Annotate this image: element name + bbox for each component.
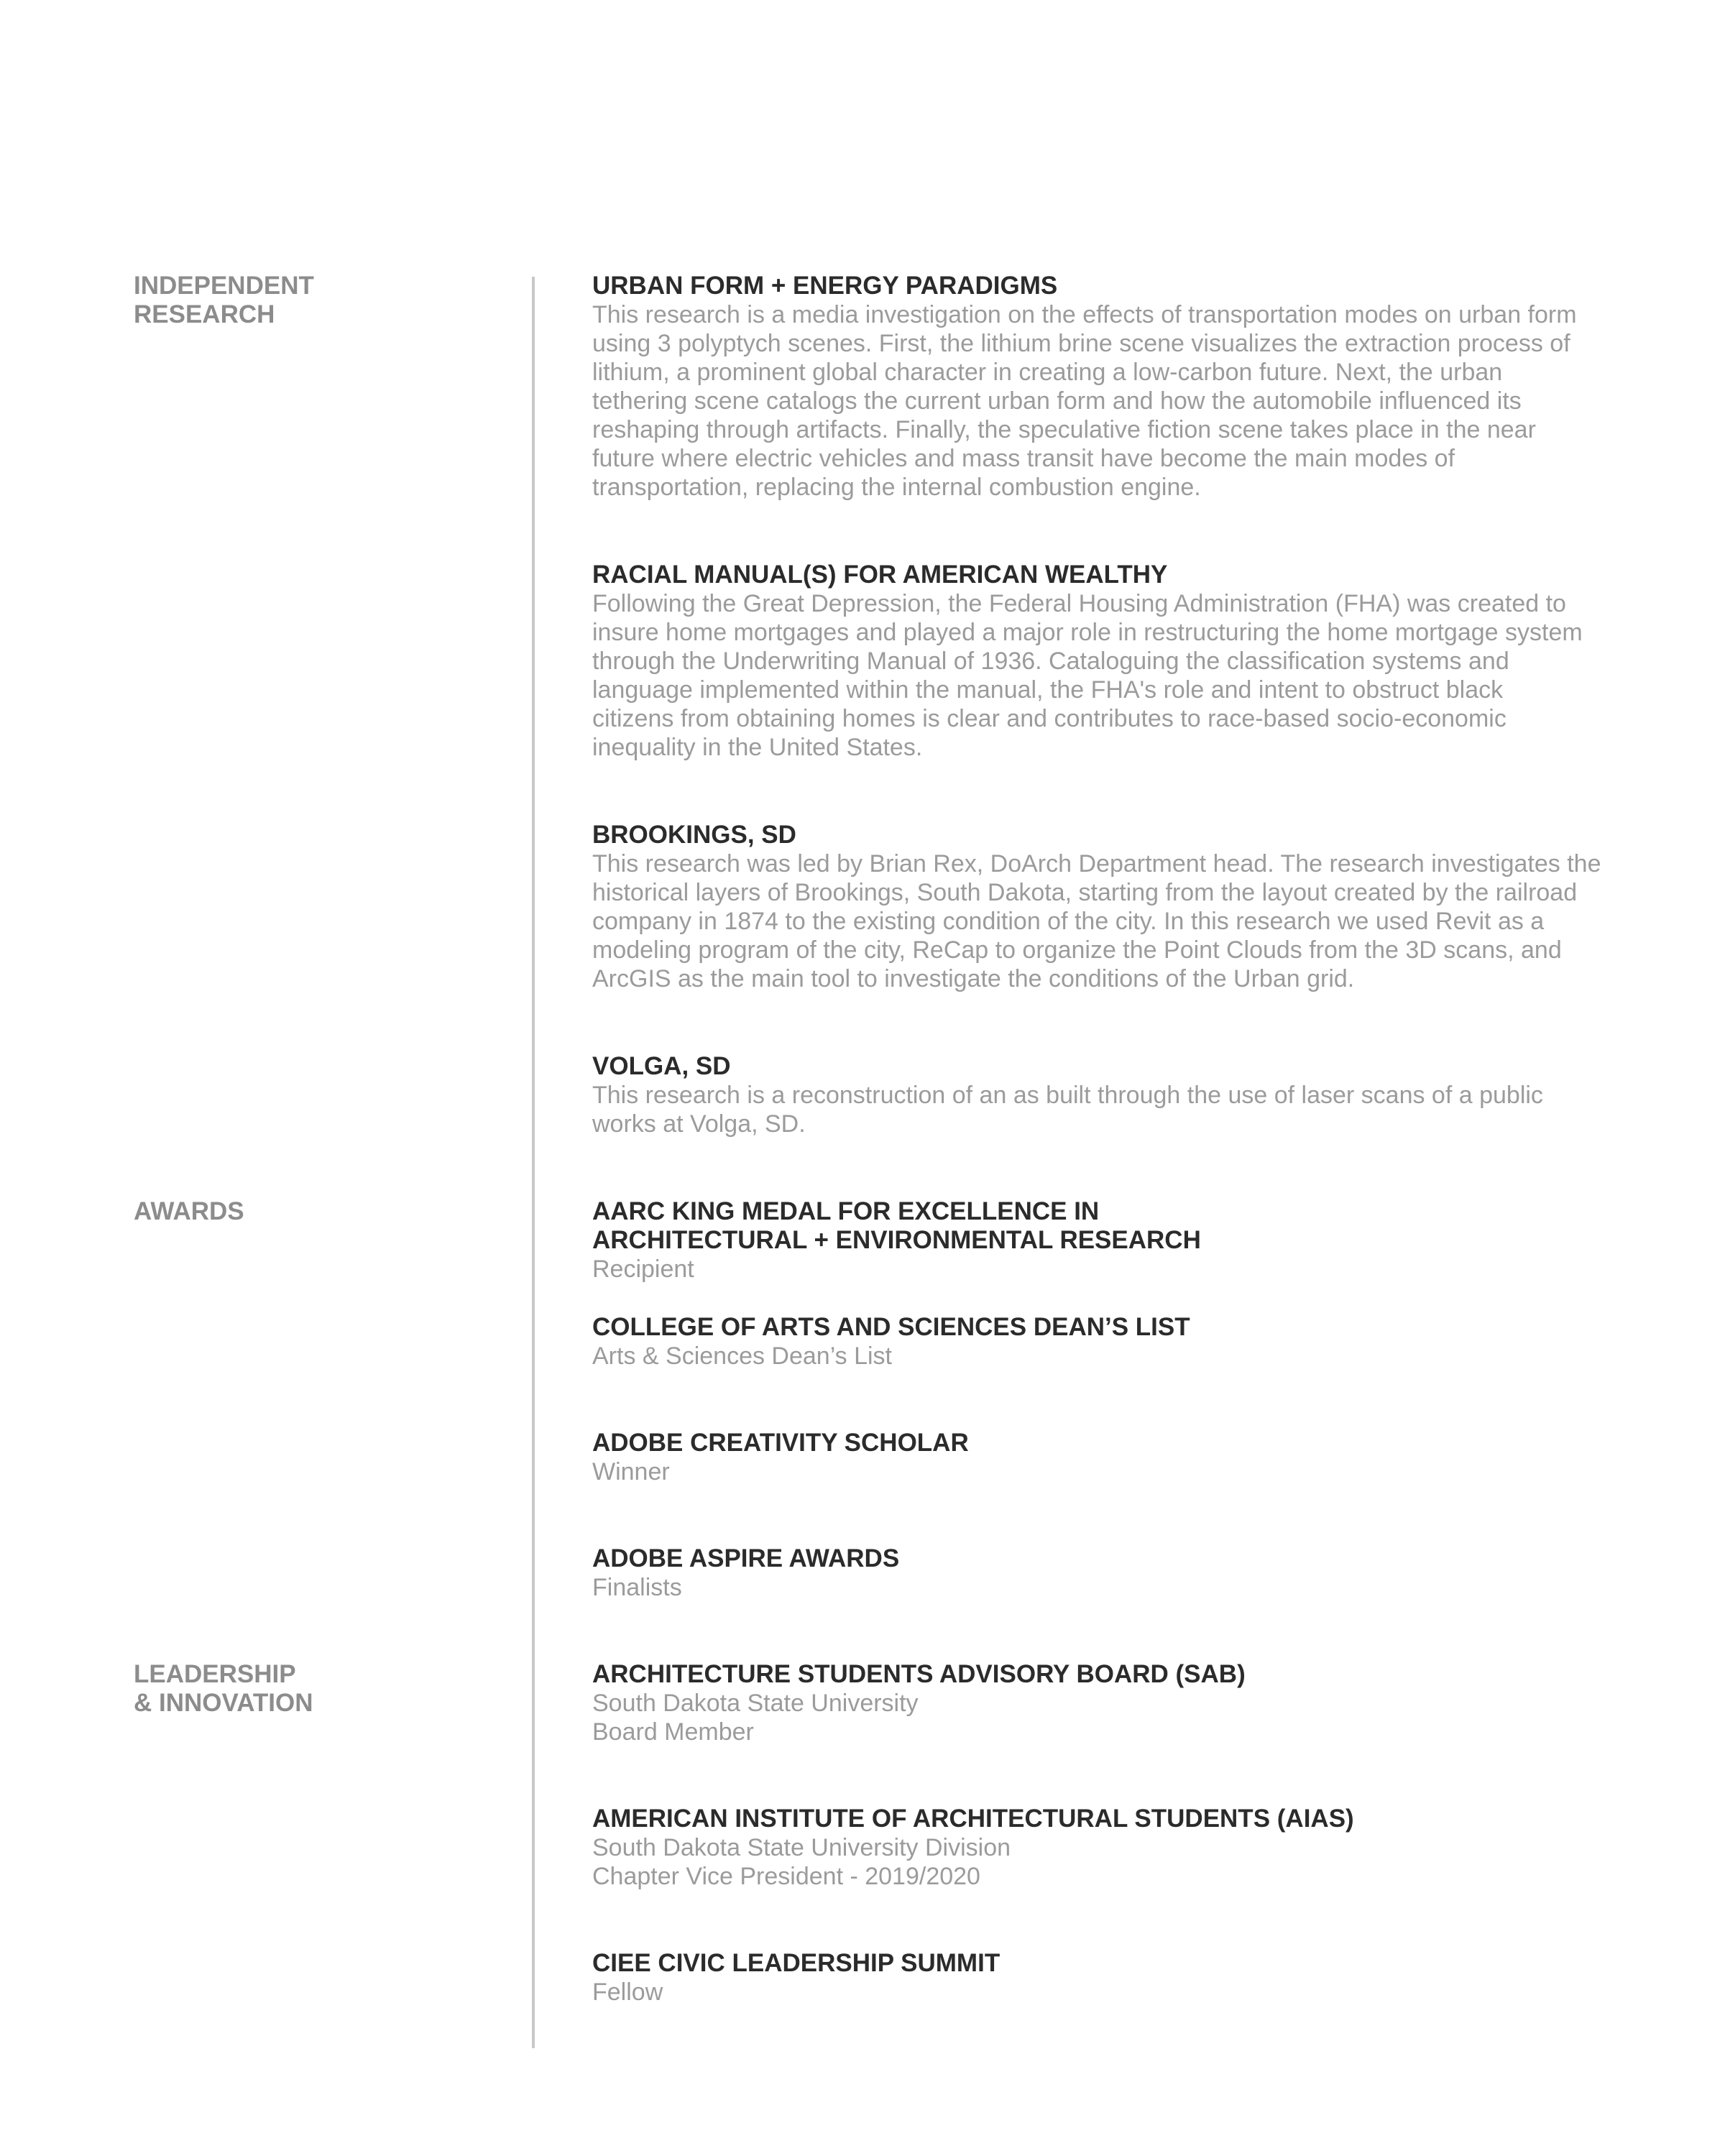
entry-description: This research was led by Brian Rex, DoArch Department head. The research investigates the historical layers of Brookings, South Dakota, starting from the layout created by the railroad company in 1874 to the existing condition of the city. In this research we used Revit as a modeling program of the city, ReCap to organize the Point Clouds from the 3D scans, and ArcGIS as the main tool to investigate the conditions of the Urban grid.: [592, 850, 1601, 992]
vertical-divider: [532, 277, 535, 2048]
award-entry-adobe-aspire-awards: [592, 1544, 1642, 1602]
entry-description: Recipient: [592, 1256, 694, 1283]
research-entry-brookings: [592, 821, 1642, 993]
entry-title: URBAN FORM + ENERGY PARADIGMS: [592, 272, 1058, 300]
entry-title: AMERICAN INSTITUTE OF ARCHITECTURAL STUDENTS (AIAS): [592, 1805, 1354, 1833]
entry-title: ADOBE CREATIVITY SCHOLAR: [592, 1429, 969, 1457]
entry-title: CIEE CIVIC LEADERSHIP SUMMIT: [592, 1949, 1000, 1977]
entry-description: South Dakota State University Board Member: [592, 1690, 919, 1746]
entry-title: ADOBE ASPIRE AWARDS: [592, 1544, 900, 1572]
award-entry-aarc-king-medal: [592, 1197, 1642, 1284]
entry-description: Fellow: [592, 1978, 663, 2006]
research-entry-volga: [592, 1052, 1642, 1138]
entry-title: BROOKINGS, SD: [592, 821, 796, 849]
leadership-entry-sab: [592, 1660, 1642, 1746]
section-label-leadership-innovation: LEADERSHIP & INNOVATION: [134, 1660, 313, 1717]
research-entry-racial-manual: [592, 561, 1642, 762]
entry-description: This research is a media investigation on the effects of transportation modes on urban form using 3 polyptych scenes. First, the lithium brine scene visualizes the extraction process of lithium, a prominent global character in creating a low-carbon future. Next, the urban tethering scene catalogs the current urban form and how the automobile influenced its reshaping through artifacts. Finally, the speculative fiction scene takes place in the near future where electric vehicles and mass transit have become the main modes of transportation, replacing the internal combustion engine.: [592, 301, 1577, 501]
entry-description: South Dakota State University Division Chapter Vice President - 2019/2020: [592, 1834, 1011, 1890]
entry-description: Finalists: [592, 1574, 682, 1601]
leadership-entry-aias: [592, 1805, 1642, 1891]
section-label-independent-research: INDEPENDENT RESEARCH: [134, 272, 314, 328]
research-entry-urban-form: [592, 272, 1642, 502]
entry-description: This research is a reconstruction of an as built through the use of laser scans of a public works at Volga, SD.: [592, 1082, 1543, 1138]
entry-title: RACIAL MANUAL(S) FOR AMERICAN WEALTHY: [592, 561, 1168, 589]
entry-title: VOLGA, SD: [592, 1052, 731, 1080]
entry-title: ARCHITECTURE STUDENTS ADVISORY BOARD (SAB): [592, 1660, 1246, 1688]
entry-description: Following the Great Depression, the Federal Housing Administration (FHA) was created to insure home mortgages and played a major role in restructuring the home mortgage system through the Underwriting Manual of 1936. Cataloguing the classification systems and language implemented within the manual, the FHA's role and intent to obstruct black citizens from obtaining homes is clear and contributes to race-based socio-economic inequality in the United States.: [592, 590, 1583, 761]
leadership-entry-ciee: [592, 1949, 1642, 2007]
entry-title: COLLEGE OF ARTS AND SCIENCES DEAN’S LIST: [592, 1313, 1190, 1341]
entry-title: AARC KING MEDAL FOR EXCELLENCE IN ARCHITECTURAL + ENVIRONMENTAL RESEARCH: [592, 1197, 1201, 1254]
award-entry-deans-list: [592, 1313, 1642, 1370]
section-label-awards: AWARDS: [134, 1197, 244, 1225]
award-entry-adobe-creativity-scholar: [592, 1429, 1642, 1486]
entry-description: Arts & Sciences Dean’s List: [592, 1342, 892, 1370]
entry-description: Winner: [592, 1458, 670, 1485]
